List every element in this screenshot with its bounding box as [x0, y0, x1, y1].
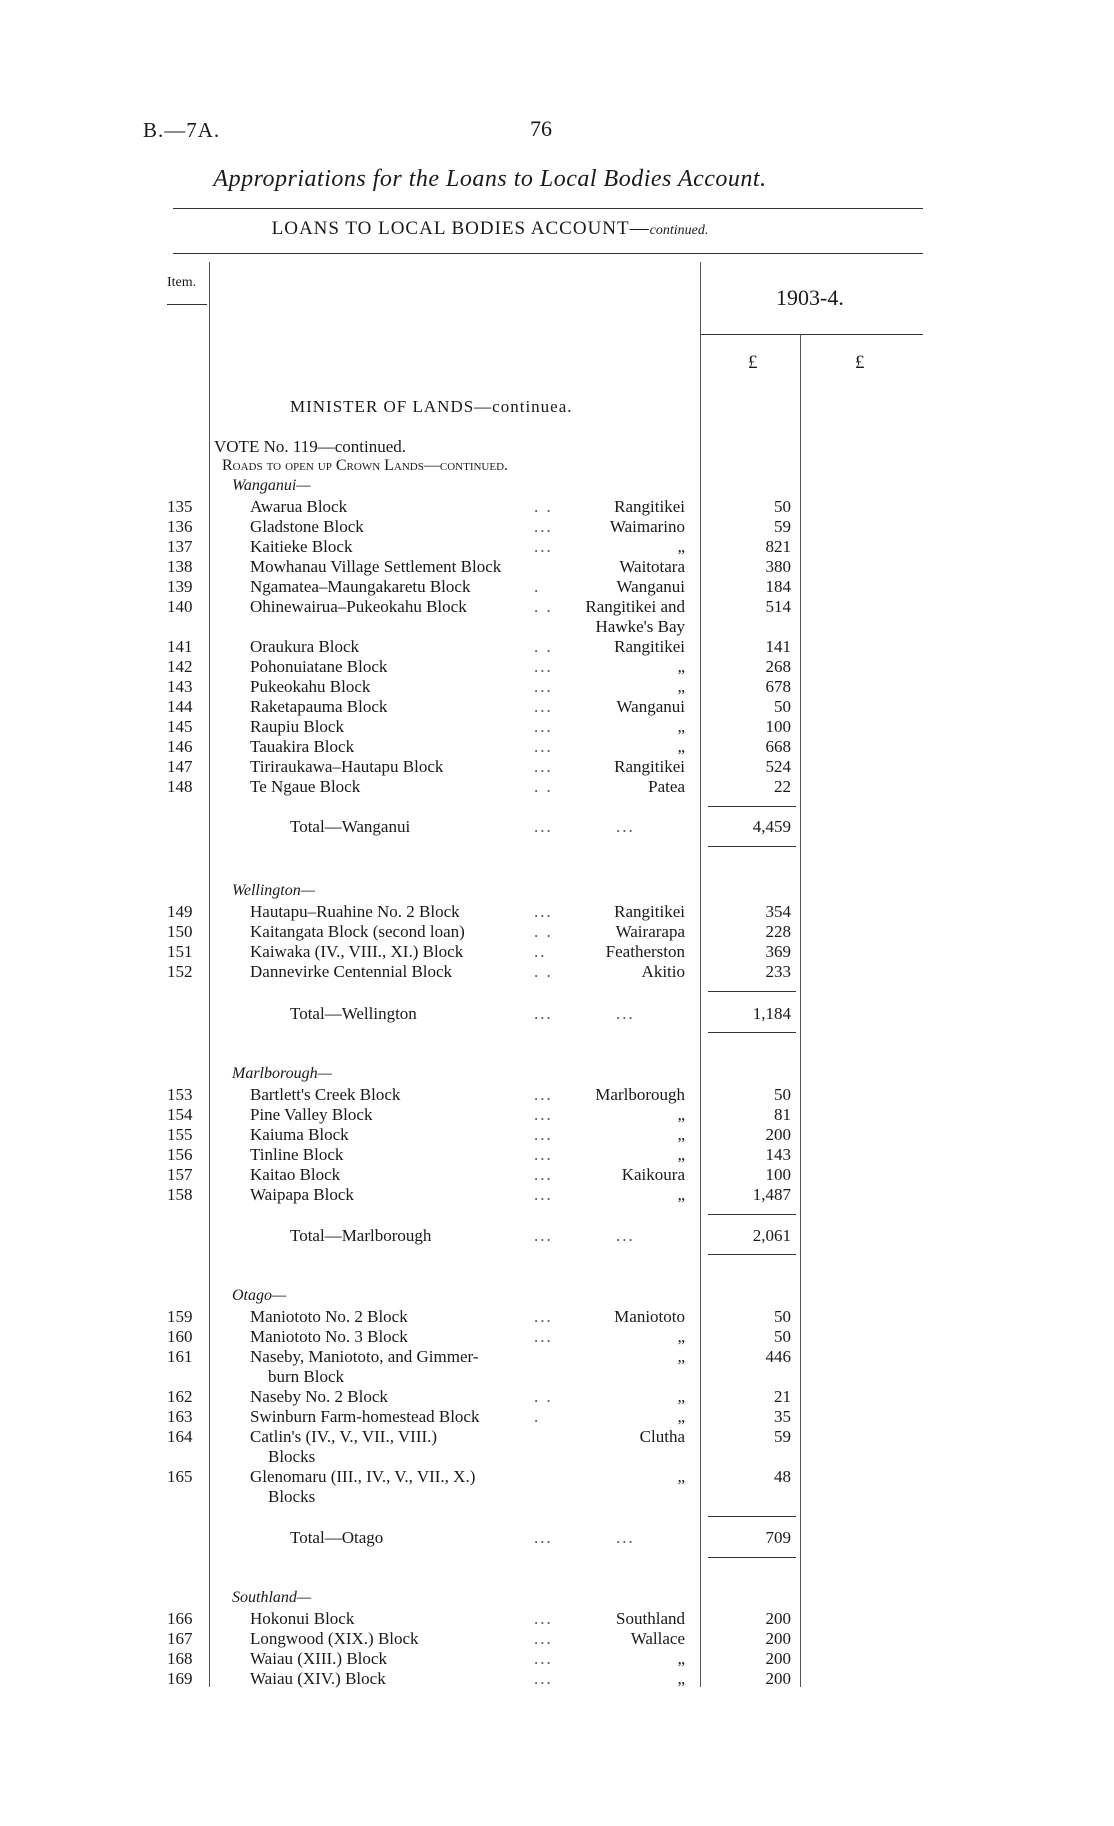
county: „ — [677, 537, 685, 556]
item-number: 145 — [167, 717, 193, 736]
leader-dots: . . — [534, 637, 553, 656]
block-name-continuation: Blocks — [268, 1487, 316, 1506]
county: Waimarino — [609, 517, 685, 536]
table-row — [0, 1649, 1114, 1669]
table-row-continuation — [0, 1487, 1114, 1507]
leader-dots: ... — [534, 1649, 553, 1668]
leader-dots: . . — [534, 1387, 553, 1406]
leader-dots: ... — [534, 1307, 553, 1326]
leader-dots: ... — [616, 1528, 635, 1547]
amount: 200 — [765, 1629, 791, 1648]
block-name: Ngamatea–Maungakaretu Block — [250, 577, 471, 596]
page-title: Appropriations for the Loans to Local Bodies Account. — [213, 166, 767, 192]
block-name: Gladstone Block — [250, 517, 364, 536]
block-name: Bartlett's Creek Block — [250, 1085, 401, 1104]
item-number: 165 — [167, 1467, 193, 1486]
block-name: Waiau (XIV.) Block — [250, 1669, 386, 1688]
table-row — [0, 757, 1114, 777]
amount: 50 — [774, 1327, 791, 1346]
item-number: 160 — [167, 1327, 193, 1346]
table-row — [0, 1085, 1114, 1105]
item-number: 137 — [167, 537, 193, 556]
county: „ — [677, 1407, 685, 1426]
amount: 143 — [765, 1145, 791, 1164]
item-number: 146 — [167, 737, 193, 756]
table-row — [0, 657, 1114, 677]
amount: 514 — [765, 597, 791, 616]
county: Rangitikei — [614, 757, 685, 776]
county: „ — [677, 1105, 685, 1124]
leader-dots: . . — [534, 597, 553, 616]
amount: 200 — [765, 1609, 791, 1628]
table-row — [0, 557, 1114, 577]
item-header-rule — [167, 304, 207, 305]
leader-dots: ... — [534, 1085, 553, 1104]
table-row-continuation — [0, 1447, 1114, 1467]
county: Wanganui — [616, 697, 685, 716]
amount: 35 — [774, 1407, 791, 1426]
item-number: 142 — [167, 657, 193, 676]
table-row — [0, 737, 1114, 757]
pound-col-1: £ — [748, 352, 758, 373]
item-number: 154 — [167, 1105, 193, 1124]
county: Southland — [616, 1609, 685, 1628]
block-name: Hautapu–Ruahine No. 2 Block — [250, 902, 460, 921]
county: Rangitikei and — [585, 597, 685, 616]
county: Rangitikei — [614, 497, 685, 516]
item-number: 151 — [167, 942, 193, 961]
document-reference: B.—7A. — [143, 118, 221, 142]
item-number: 157 — [167, 1165, 193, 1184]
leader-dots: ... — [534, 1105, 553, 1124]
amount: 233 — [765, 962, 791, 981]
block-name: Maniototo No. 2 Block — [250, 1307, 408, 1326]
amount: 141 — [765, 637, 791, 656]
block-name: Naseby No. 2 Block — [250, 1387, 388, 1406]
amount: 100 — [765, 1165, 791, 1184]
block-name: Kaitao Block — [250, 1165, 341, 1184]
table-row — [0, 577, 1114, 597]
item-number: 136 — [167, 517, 193, 536]
table-row — [0, 637, 1114, 657]
leader-dots: . . — [534, 922, 553, 941]
block-name: Pukeokahu Block — [250, 677, 371, 696]
amount: 678 — [765, 677, 791, 696]
leader-dots: ... — [534, 1125, 553, 1144]
item-number: 149 — [167, 902, 193, 921]
block-name: Kaiwaka (IV., VIII., XI.) Block — [250, 942, 464, 961]
table-row — [0, 1669, 1114, 1689]
amount: 50 — [774, 1085, 791, 1104]
amount: 200 — [765, 1669, 791, 1688]
table-row — [0, 1327, 1114, 1347]
county: „ — [677, 737, 685, 756]
item-number: 135 — [167, 497, 193, 516]
county: „ — [677, 1347, 685, 1366]
county: Rangitikei — [614, 902, 685, 921]
county: Wanganui — [616, 577, 685, 596]
block-name: Waiau (XIII.) Block — [250, 1649, 387, 1668]
block-name: Longwood (XIX.) Block — [250, 1629, 419, 1648]
table-row — [0, 1387, 1114, 1407]
item-number: 166 — [167, 1609, 193, 1628]
item-number: 158 — [167, 1185, 193, 1204]
table-row — [0, 1629, 1114, 1649]
block-name: Pohonuiatane Block — [250, 657, 388, 676]
table-row — [0, 517, 1114, 537]
minister-heading: MINISTER OF LANDS—continuea. — [290, 397, 573, 416]
amount: 184 — [765, 577, 791, 596]
block-name: Maniototo No. 3 Block — [250, 1327, 408, 1346]
amount: 100 — [765, 717, 791, 736]
table-row-continuation — [0, 1367, 1114, 1387]
table-row — [0, 1347, 1114, 1367]
county: „ — [677, 1387, 685, 1406]
table-row — [0, 697, 1114, 717]
amount: 524 — [765, 757, 791, 776]
total-amount: 1,184 — [752, 1004, 791, 1023]
table-row-continuation — [0, 617, 1114, 637]
leader-dots: ... — [534, 1609, 553, 1628]
table-row — [0, 1407, 1114, 1427]
block-name: Tinline Block — [250, 1145, 344, 1164]
amount: 81 — [774, 1105, 791, 1124]
county: Featherston — [605, 942, 685, 961]
table-row — [0, 1165, 1114, 1185]
page-number: 76 — [530, 116, 552, 141]
item-number: 141 — [167, 637, 193, 656]
table-row — [0, 962, 1114, 982]
amount: 380 — [765, 557, 791, 576]
item-number: 168 — [167, 1649, 193, 1668]
rule-top — [173, 208, 923, 209]
year-header: 1903-4. — [776, 285, 844, 310]
table-row — [0, 1307, 1114, 1327]
table-row — [0, 717, 1114, 737]
county: Wairarapa — [615, 922, 685, 941]
table-row — [0, 1105, 1114, 1125]
county: „ — [677, 1145, 685, 1164]
block-name: Waipapa Block — [250, 1185, 354, 1204]
block-name: Swinburn Farm-homestead Block — [250, 1407, 480, 1426]
district-heading: Southland— — [232, 1589, 312, 1606]
item-number: 152 — [167, 962, 193, 981]
county: Akitio — [641, 962, 685, 981]
total-rule — [708, 1032, 796, 1033]
district-heading: Wellington— — [232, 882, 315, 899]
total-label: Total—Marlborough — [290, 1226, 432, 1245]
total-label: Total—Otago — [290, 1528, 384, 1547]
county: „ — [677, 1649, 685, 1668]
item-number: 153 — [167, 1085, 193, 1104]
leader-dots: ... — [534, 1226, 553, 1245]
leader-dots: . . — [534, 777, 553, 796]
table-row — [0, 497, 1114, 517]
county: Clutha — [639, 1427, 685, 1446]
leader-dots: . — [534, 577, 541, 596]
table-row — [0, 902, 1114, 922]
item-number: 144 — [167, 697, 193, 716]
county: Rangitikei — [614, 637, 685, 656]
amount: 354 — [765, 902, 791, 921]
item-number: 169 — [167, 1669, 193, 1688]
item-number: 143 — [167, 677, 193, 696]
item-number: 140 — [167, 597, 193, 616]
total-rule — [708, 1254, 796, 1255]
leader-dots: ... — [534, 1185, 553, 1204]
amount: 21 — [774, 1387, 791, 1406]
amount: 446 — [765, 1347, 791, 1366]
item-number: 167 — [167, 1629, 193, 1648]
item-number: 164 — [167, 1427, 193, 1446]
leader-dots: ... — [616, 817, 635, 836]
vote-heading: VOTE No. 119—continued. — [214, 437, 407, 456]
block-name: Dannevirke Centennial Block — [250, 962, 453, 981]
amount: 50 — [774, 497, 791, 516]
leader-dots: ... — [534, 677, 553, 696]
leader-dots: ... — [534, 537, 553, 556]
leader-dots: ... — [534, 1629, 553, 1648]
item-number: 150 — [167, 922, 193, 941]
county: „ — [677, 1125, 685, 1144]
block-name-continuation: Blocks — [268, 1447, 316, 1466]
block-name: Kaiuma Block — [250, 1125, 349, 1144]
amount: 59 — [774, 517, 791, 536]
amount: 50 — [774, 1307, 791, 1326]
year-rule — [700, 334, 923, 335]
table-row — [0, 537, 1114, 557]
total-amount: 2,061 — [752, 1226, 791, 1245]
block-name: Kaitieke Block — [250, 537, 353, 556]
table-row — [0, 1185, 1114, 1205]
table-row — [0, 922, 1114, 942]
item-number: 155 — [167, 1125, 193, 1144]
roads-heading: Roads to open up Crown Lands—continued. — [222, 457, 509, 474]
item-number: 161 — [167, 1347, 193, 1366]
county: Patea — [648, 777, 685, 796]
amount: 228 — [765, 922, 791, 941]
amount: 1,487 — [752, 1185, 791, 1204]
item-number: 163 — [167, 1407, 193, 1426]
leader-dots: ... — [534, 902, 553, 921]
subtotal-rule — [708, 1516, 796, 1517]
leader-dots: ... — [534, 1165, 553, 1184]
county: Maniototo — [614, 1307, 685, 1326]
district-heading: Otago— — [232, 1287, 287, 1304]
county: „ — [677, 1467, 685, 1486]
leader-dots: ... — [534, 817, 553, 836]
table-row — [0, 1125, 1114, 1145]
leader-dots: ... — [534, 1327, 553, 1346]
item-number: 162 — [167, 1387, 193, 1406]
leader-dots: ... — [534, 757, 553, 776]
county: Waitotara — [619, 557, 685, 576]
leader-dots: ... — [534, 517, 553, 536]
county: Wallace — [630, 1629, 685, 1648]
table-row — [0, 1427, 1114, 1447]
leader-dots: . . — [534, 497, 553, 516]
block-name: Catlin's (IV., V., VII., VIII.) — [250, 1427, 438, 1446]
district-heading: Wanganui— — [232, 477, 311, 494]
leader-dots: ... — [534, 737, 553, 756]
subtitle-suffix: continued. — [649, 223, 709, 238]
amount: 22 — [774, 777, 791, 796]
item-number: 138 — [167, 557, 193, 576]
table-row — [0, 942, 1114, 962]
county: „ — [677, 1669, 685, 1688]
block-name: Tiriraukawa–Hautapu Block — [250, 757, 444, 776]
table-row — [0, 1145, 1114, 1165]
table-row — [0, 677, 1114, 697]
leader-dots: ... — [534, 717, 553, 736]
item-number: 159 — [167, 1307, 193, 1326]
subtotal-rule — [708, 991, 796, 992]
block-name: Te Ngaue Block — [250, 777, 361, 796]
table-row — [0, 597, 1114, 617]
leader-dots: .. — [534, 942, 547, 961]
item-number: 147 — [167, 757, 193, 776]
rule-header — [173, 253, 923, 254]
amount: 50 — [774, 697, 791, 716]
block-name-continuation: burn Block — [268, 1367, 345, 1386]
block-name: Oraukura Block — [250, 637, 360, 656]
total-label: Total—Wellington — [290, 1004, 417, 1023]
table-row — [0, 1609, 1114, 1629]
block-name: Awarua Block — [250, 497, 348, 516]
leader-dots: ... — [534, 697, 553, 716]
block-name: Pine Valley Block — [250, 1105, 373, 1124]
leader-dots: ... — [534, 1528, 553, 1547]
leader-dots: ... — [616, 1004, 635, 1023]
leader-dots: ... — [534, 1004, 553, 1023]
county: „ — [677, 657, 685, 676]
amount: 48 — [774, 1467, 791, 1486]
leader-dots: ... — [534, 657, 553, 676]
county: Marlborough — [595, 1085, 685, 1104]
item-number: 148 — [167, 777, 193, 796]
block-name: Ohinewairua–Pukeokahu Block — [250, 597, 467, 616]
item-number: 156 — [167, 1145, 193, 1164]
total-rule — [708, 1557, 796, 1558]
amount: 369 — [765, 942, 791, 961]
county: „ — [677, 1185, 685, 1204]
block-name: Tauakira Block — [250, 737, 355, 756]
amount: 668 — [765, 737, 791, 756]
block-name: Naseby, Maniototo, and Gimmer- — [250, 1347, 479, 1366]
block-name: Raketapauma Block — [250, 697, 388, 716]
leader-dots: . — [534, 1407, 541, 1426]
subtotal-rule — [708, 806, 796, 807]
leader-dots: ... — [616, 1226, 635, 1245]
item-number: 139 — [167, 577, 193, 596]
county: „ — [677, 677, 685, 696]
amount: 268 — [765, 657, 791, 676]
amount: 59 — [774, 1427, 791, 1446]
county: Hawke's Bay — [595, 617, 685, 636]
table-row — [0, 1467, 1114, 1487]
leader-dots: ... — [534, 1145, 553, 1164]
block-name: Raupiu Block — [250, 717, 344, 736]
county: „ — [677, 1327, 685, 1346]
amount: 200 — [765, 1649, 791, 1668]
total-amount: 4,459 — [752, 817, 791, 836]
account-subtitle: LOANS TO LOCAL BODIES ACCOUNT—continued. — [271, 218, 709, 239]
county: „ — [677, 717, 685, 736]
district-heading: Marlborough— — [232, 1065, 332, 1082]
total-rule — [708, 846, 796, 847]
table-row — [0, 777, 1114, 797]
block-name: Hokonui Block — [250, 1609, 355, 1628]
amount: 821 — [765, 537, 791, 556]
leader-dots: ... — [534, 1669, 553, 1688]
total-label: Total—Wanganui — [290, 817, 411, 836]
total-amount: 709 — [765, 1528, 791, 1547]
block-name: Mowhanau Village Settlement Block — [250, 557, 502, 576]
leader-dots: . . — [534, 962, 553, 981]
subtotal-rule — [708, 1214, 796, 1215]
block-name: Kaitangata Block (second loan) — [250, 922, 465, 941]
amount: 200 — [765, 1125, 791, 1144]
block-name: Glenomaru (III., IV., V., VII., X.) — [250, 1467, 476, 1486]
pound-col-2: £ — [855, 352, 865, 373]
item-column-header: Item. — [167, 275, 197, 290]
county: Kaikoura — [621, 1165, 685, 1184]
